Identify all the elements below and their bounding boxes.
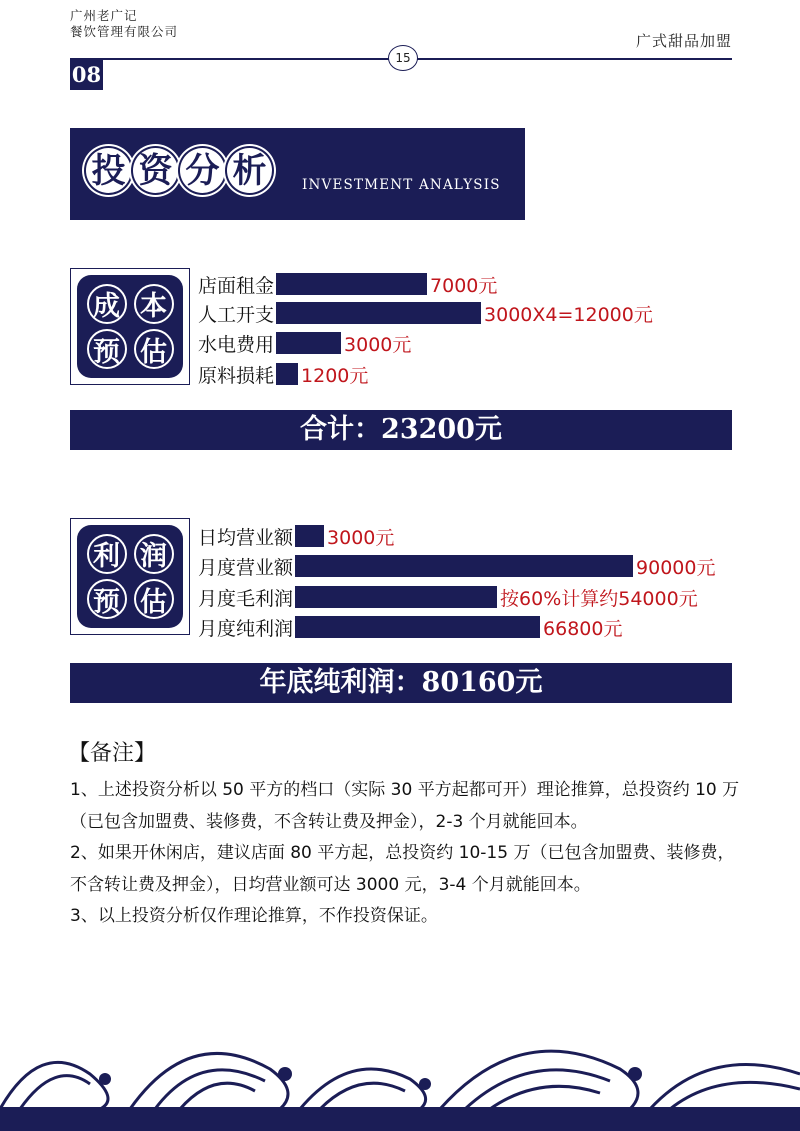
company-name-line2: 餐饮管理有限公司 [70, 24, 179, 39]
badge-char: 成 [87, 284, 127, 324]
profit-value: 3000元 [327, 526, 395, 549]
note-paragraph: 1、上述投资分析以 50 平方的档口（实际 30 平方起都可开）理论推算，总投资约 10 万（已包含加盟费、装修费，不含转让费及押金），2-3 个月就能回本。 [70, 780, 740, 832]
company-name [70, 8, 178, 40]
profit-value: 按60%计算约54000元 [500, 587, 698, 610]
cost-value: 7000元 [430, 274, 498, 297]
brand-title: 广式甜品加盟 [635, 32, 732, 50]
profit-row [198, 584, 698, 610]
note-paragraph: 3、以上投资分析仅作理论推算，不作投资保证。 [70, 906, 438, 926]
badge-char: 估 [134, 329, 174, 369]
cost-bar [276, 363, 298, 385]
badge-char: 润 [134, 534, 174, 574]
badge-char: 预 [87, 329, 127, 369]
profit-row [198, 523, 394, 549]
badge-char: 估 [134, 579, 174, 619]
company-name-line1: 广州老广记 [70, 8, 138, 23]
section-banner [70, 128, 525, 220]
badge-char: 利 [87, 534, 127, 574]
profit-label: 日均营业额 [198, 526, 294, 549]
banner-title-char: 资 [133, 148, 178, 193]
profit-bar [295, 586, 497, 608]
note-paragraph: 2、如果开休闲店，建议店面 80 平方起，总投资约 10-15 万（已包含加盟费、装修费，不含转让费及押金），日均营业额可达 3000 元，3-4 个月就能回本。 [70, 843, 735, 895]
profit-bar [295, 525, 324, 547]
notes-title: 【备注】 [68, 741, 157, 766]
cost-label: 店面租金 [198, 274, 275, 297]
cost-bar [276, 332, 341, 354]
profit-bar [295, 555, 633, 577]
cost-label: 人工开支 [198, 303, 275, 326]
badge-char: 预 [87, 579, 127, 619]
cost-bar [276, 302, 481, 324]
profit-label: 月度营业额 [198, 556, 294, 579]
cost-row [198, 330, 411, 356]
cost-estimate-badge [70, 268, 190, 385]
cost-label: 原料损耗 [198, 364, 275, 387]
badge-char: 本 [134, 284, 174, 324]
chapter-number: 08 [70, 60, 103, 90]
profit-label: 月度纯利润 [198, 617, 294, 640]
page-number: 15 [388, 45, 418, 71]
banner-title-char: 投 [86, 148, 131, 193]
notes-body [70, 775, 740, 933]
profit-bar [295, 616, 540, 638]
cost-row [198, 361, 368, 387]
banner-title [86, 148, 272, 193]
cost-row [198, 271, 497, 297]
wave-decoration [0, 1019, 800, 1131]
profit-estimate-badge [70, 518, 190, 635]
profit-value: 66800元 [543, 617, 623, 640]
banner-title-char: 析 [227, 148, 272, 193]
profit-total: 年底纯利润：80160元 [70, 663, 732, 703]
cost-value: 3000X4=12000元 [484, 303, 653, 326]
cost-total: 合计：23200元 [70, 410, 732, 450]
profit-value: 90000元 [636, 556, 716, 579]
profit-label: 月度毛利润 [198, 587, 294, 610]
profit-row [198, 614, 622, 640]
cost-label: 水电费用 [198, 333, 275, 356]
banner-subtitle: INVESTMENT ANALYSIS [302, 177, 501, 193]
cost-row [198, 300, 653, 326]
profit-row [198, 553, 715, 579]
cost-bar [276, 273, 427, 295]
cost-value: 1200元 [301, 364, 369, 387]
cost-value: 3000元 [344, 333, 412, 356]
banner-title-char: 分 [180, 148, 225, 193]
